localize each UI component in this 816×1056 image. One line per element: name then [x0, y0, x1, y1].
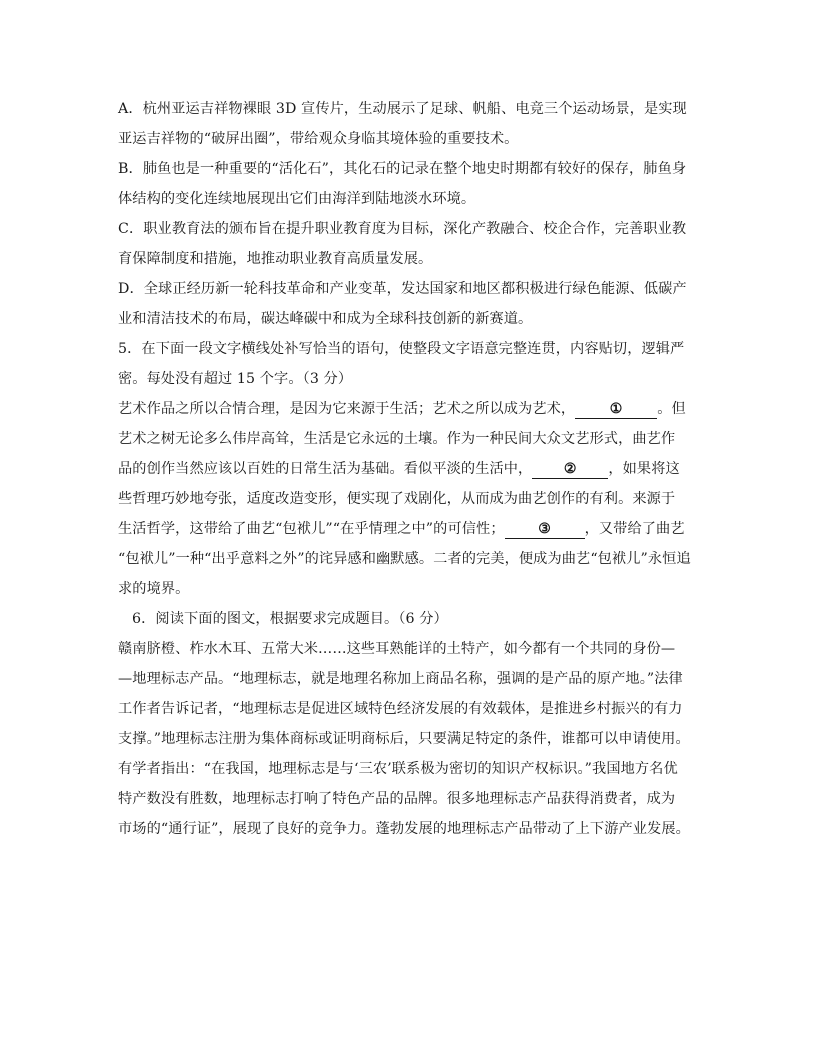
- option-c-line-2: 育保障制度和措施，地推动职业教育高质量发展。: [118, 251, 433, 267]
- passage-text: ，如果将这: [608, 461, 680, 477]
- question-5-passage-line-4: 些哲理巧妙地夸张，适度改造变形，便实现了戏剧化，从而成为曲艺创作的有利。来源于: [118, 491, 676, 507]
- question-6-passage-line-3: 工作者告诉记者，“地理标志是促进区域特色经济发展的有效载体，是推进乡村振兴的有力: [118, 701, 683, 717]
- question-6-stem: 6．阅读下面的图文，根据要求完成题目。（6 分）: [132, 611, 448, 627]
- option-a-line-1: A．杭州亚运吉祥物裸眼 3D 宣传片，生动展示了足球、帆船、电竞三个运动场景，是实现: [118, 101, 687, 117]
- option-d: [118, 274, 708, 334]
- option-b-line-1: B．肺鱼也是一种重要的“活化石”，其化石的记录在整个地史时期都有较好的保存，肺鱼身: [118, 161, 687, 177]
- question-5-passage-line-3: [118, 454, 708, 484]
- passage-text: 。但: [657, 401, 686, 417]
- document-page: [118, 94, 708, 844]
- question-6-passage-line-5: 有学者指出：“在我国，地理标志是与‘三农’联系极为密切的知识产权标识。”我国地方名优: [118, 761, 678, 777]
- question-5-passage-line-1: [118, 394, 708, 424]
- fill-blank-2[interactable]: [532, 460, 608, 479]
- question-6-passage-line-1: 赣南脐橙、柞水木耳、五常大米……这些耳熟能详的土特产，如今都有一个共同的身份—: [118, 641, 676, 657]
- option-a-line-2: 亚运吉祥物的“破屏出圈”，带给观众身临其境体验的重要技术。: [118, 131, 519, 147]
- passage-text: ，又带给了曲艺: [584, 521, 685, 537]
- option-d-line-2: 业和清洁技术的布局，碳达峰碳中和成为全球科技创新的新赛道。: [118, 311, 533, 327]
- question-5-stem-line-1: 5．在下面一段文字横线处补写恰当的语句，使整段文字语意完整连贯，内容贴切，逻辑严: [118, 341, 685, 357]
- passage-text: 生活哲学，这带给了曲艺“包袱儿”“在乎情理之中”的可信性；: [118, 521, 505, 537]
- question-5-passage-line-7: 求的境界。: [118, 581, 190, 597]
- question-5: [118, 334, 708, 604]
- blank-number: ①: [609, 401, 623, 417]
- option-c: [118, 214, 708, 274]
- passage-text: 品的创作当然应该以百姓的日常生活为基础。看似平淡的生活中，: [118, 461, 533, 477]
- question-6-passage-line-2: —地理标志产品。“地理标志，就是地理名称加上商品名称，强调的是产品的原产地。”法律: [118, 671, 683, 687]
- option-b: [118, 154, 708, 214]
- question-5-stem-line-2: 密。每处没有超过 15 个字。（3 分）: [118, 371, 353, 387]
- option-b-line-2: 体结构的变化连续地展现出它们由海洋到陆地淡水环境。: [118, 191, 476, 207]
- question-6: [118, 604, 708, 844]
- fill-blank-1[interactable]: [575, 400, 657, 419]
- blank-number: ②: [563, 461, 577, 477]
- question-6-passage-line-6: 特产数没有胜数，地理标志打响了特色产品的品牌。很多地理标志产品获得消费者，成为: [118, 791, 676, 807]
- question-5-passage-line-5: [118, 514, 708, 544]
- option-d-line-1: D．全球正经历新一轮科技革命和产业变革，发达国家和地区都积极进行绿色能源、低碳产: [118, 281, 687, 297]
- question-5-passage-line-2: 艺术之树无论多么伟岸高耸，生活是它永远的土壤。作为一种民间大众文艺形式，曲艺作: [118, 431, 676, 447]
- question-5-passage-line-6: “包袱儿”一种“出乎意料之外”的诧异感和幽默感。二者的完美，便成为曲艺“包袱儿”永恒追: [118, 551, 691, 567]
- question-6-passage-line-4: 支撑。”地理标志注册为集体商标或证明商标后，只要满足特定的条件，谁都可以申请使用。: [118, 731, 690, 747]
- option-c-line-1: C．职业教育法的颁布旨在提升职业教育度为目标，深化产教融合、校企合作，完善职业教: [118, 221, 687, 237]
- blank-number: ③: [538, 521, 552, 537]
- question-6-passage-line-7: 市场的“通行证”，展现了良好的竞争力。蓬勃发展的地理标志产品带动了上下游产业发展。: [118, 821, 690, 837]
- passage-text: 艺术作品之所以合情合理，是因为它来源于生活；艺术之所以成为艺术，: [118, 401, 576, 417]
- fill-blank-3[interactable]: [505, 520, 585, 539]
- option-a: [118, 94, 708, 154]
